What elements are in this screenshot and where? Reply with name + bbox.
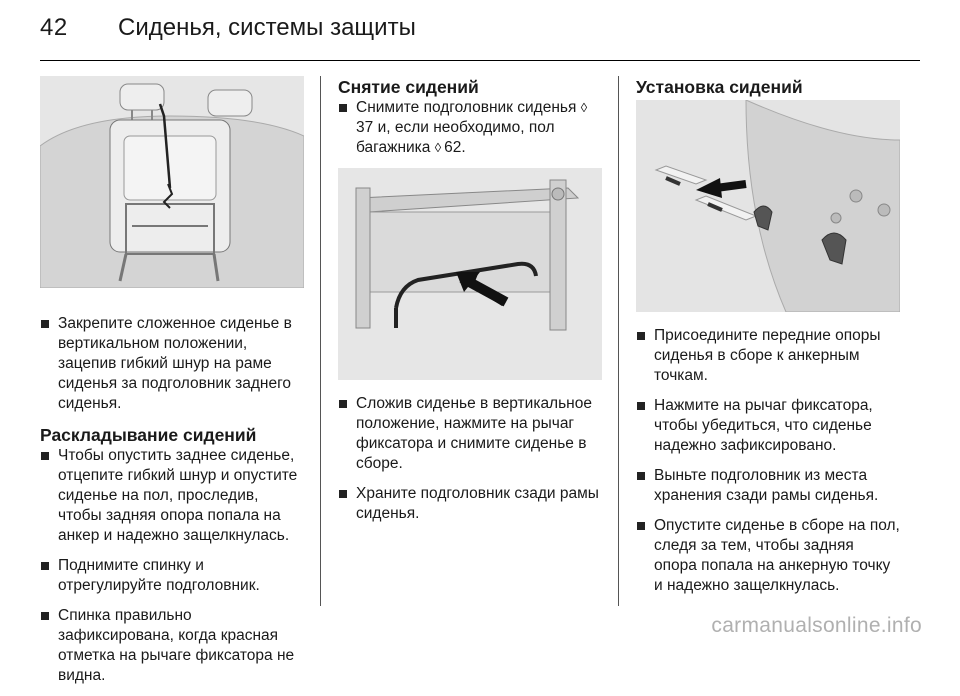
list-item: Храните подголовник сзади рамы сиденья.: [338, 484, 602, 524]
section-title-remove-seats: Снятие сидений: [338, 77, 479, 97]
col2-bullets: [338, 394, 602, 524]
bullet-square-icon: [339, 104, 347, 112]
page-reference-icon: ◊: [434, 140, 442, 155]
page-reference-link[interactable]: 37: [356, 119, 374, 136]
bullet-square-icon: [339, 490, 347, 498]
list-item: Спинка правильно зафиксирована, когда красная отметка на рычаге фиксатора не видна.: [40, 606, 304, 686]
column-2: [338, 76, 602, 534]
bullet-square-icon: [41, 452, 49, 460]
page-section-title: Сиденья, системы защиты: [118, 14, 416, 41]
page-number: 42: [40, 14, 68, 41]
page-header: [40, 14, 920, 54]
bullet-square-icon: [637, 522, 645, 530]
list-item: Чтобы опустить заднее сиденье, отцепите гибкий шнур и опустите сиденье на пол, проследив, чтобы задняя опора попала на анкер и надежно защелкнулась.: [40, 446, 304, 546]
list-item: Сложив сиденье в вертикальное положение, нажмите на рычаг фиксатора и снимите сиденье в сборе.: [338, 394, 602, 474]
col3-bullets: [636, 326, 900, 596]
bullet-square-icon: [41, 612, 49, 620]
col2-bullets-top: [338, 98, 602, 158]
watermark: carmanualsonline.info: [711, 614, 922, 637]
bullet-square-icon: [339, 400, 347, 408]
anchor-points-illustration: [636, 100, 900, 312]
bullet-square-icon: [637, 402, 645, 410]
col1-bullets: [40, 446, 304, 686]
list-item: Снимите подголовник сиденья ◊37 и, если необходимо, пол багажника ◊ 62.: [338, 98, 602, 158]
section-title-install-seats: Установка сидений: [636, 77, 803, 97]
bullet-square-icon: [41, 320, 49, 328]
section-title-unfold-seats: Раскладывание сидений: [40, 425, 257, 445]
list-item: Нажмите на рычаг фиксатора, чтобы убедиться, что сиденье надежно зафиксировано.: [636, 396, 900, 456]
list-item: Присоедините передние опоры сиденья в сборе к анкерным точкам.: [636, 326, 900, 386]
page-reference-icon: ◊: [580, 100, 588, 115]
col1-bullets-top: [40, 314, 304, 414]
page-reference-link[interactable]: 62.: [444, 139, 466, 156]
column-divider-2: [618, 76, 619, 606]
bullet-square-icon: [41, 562, 49, 570]
release-lever-illustration: [338, 168, 602, 380]
list-item: Опустите сиденье в сборе на пол, следя за тем, чтобы задняя опора попала на анкерную точку и надежно защелкнулась.: [636, 516, 900, 596]
bullet-square-icon: [637, 472, 645, 480]
column-divider-1: [320, 76, 321, 606]
list-item: Поднимите спинку и отрегулируйте подголовник.: [40, 556, 304, 596]
folded-seat-illustration: [40, 76, 304, 288]
column-1: [40, 76, 304, 696]
list-item: Выньте подголовник из места хранения сзади рамы сиденья.: [636, 466, 900, 506]
list-item: Закрепите сложенное сиденье в вертикальном положении, зацепив гибкий шнур на раме сиденья за подголовник заднего сиденья.: [40, 314, 304, 414]
header-rule: [40, 60, 920, 61]
column-3: [636, 76, 900, 606]
bullet-square-icon: [637, 332, 645, 340]
